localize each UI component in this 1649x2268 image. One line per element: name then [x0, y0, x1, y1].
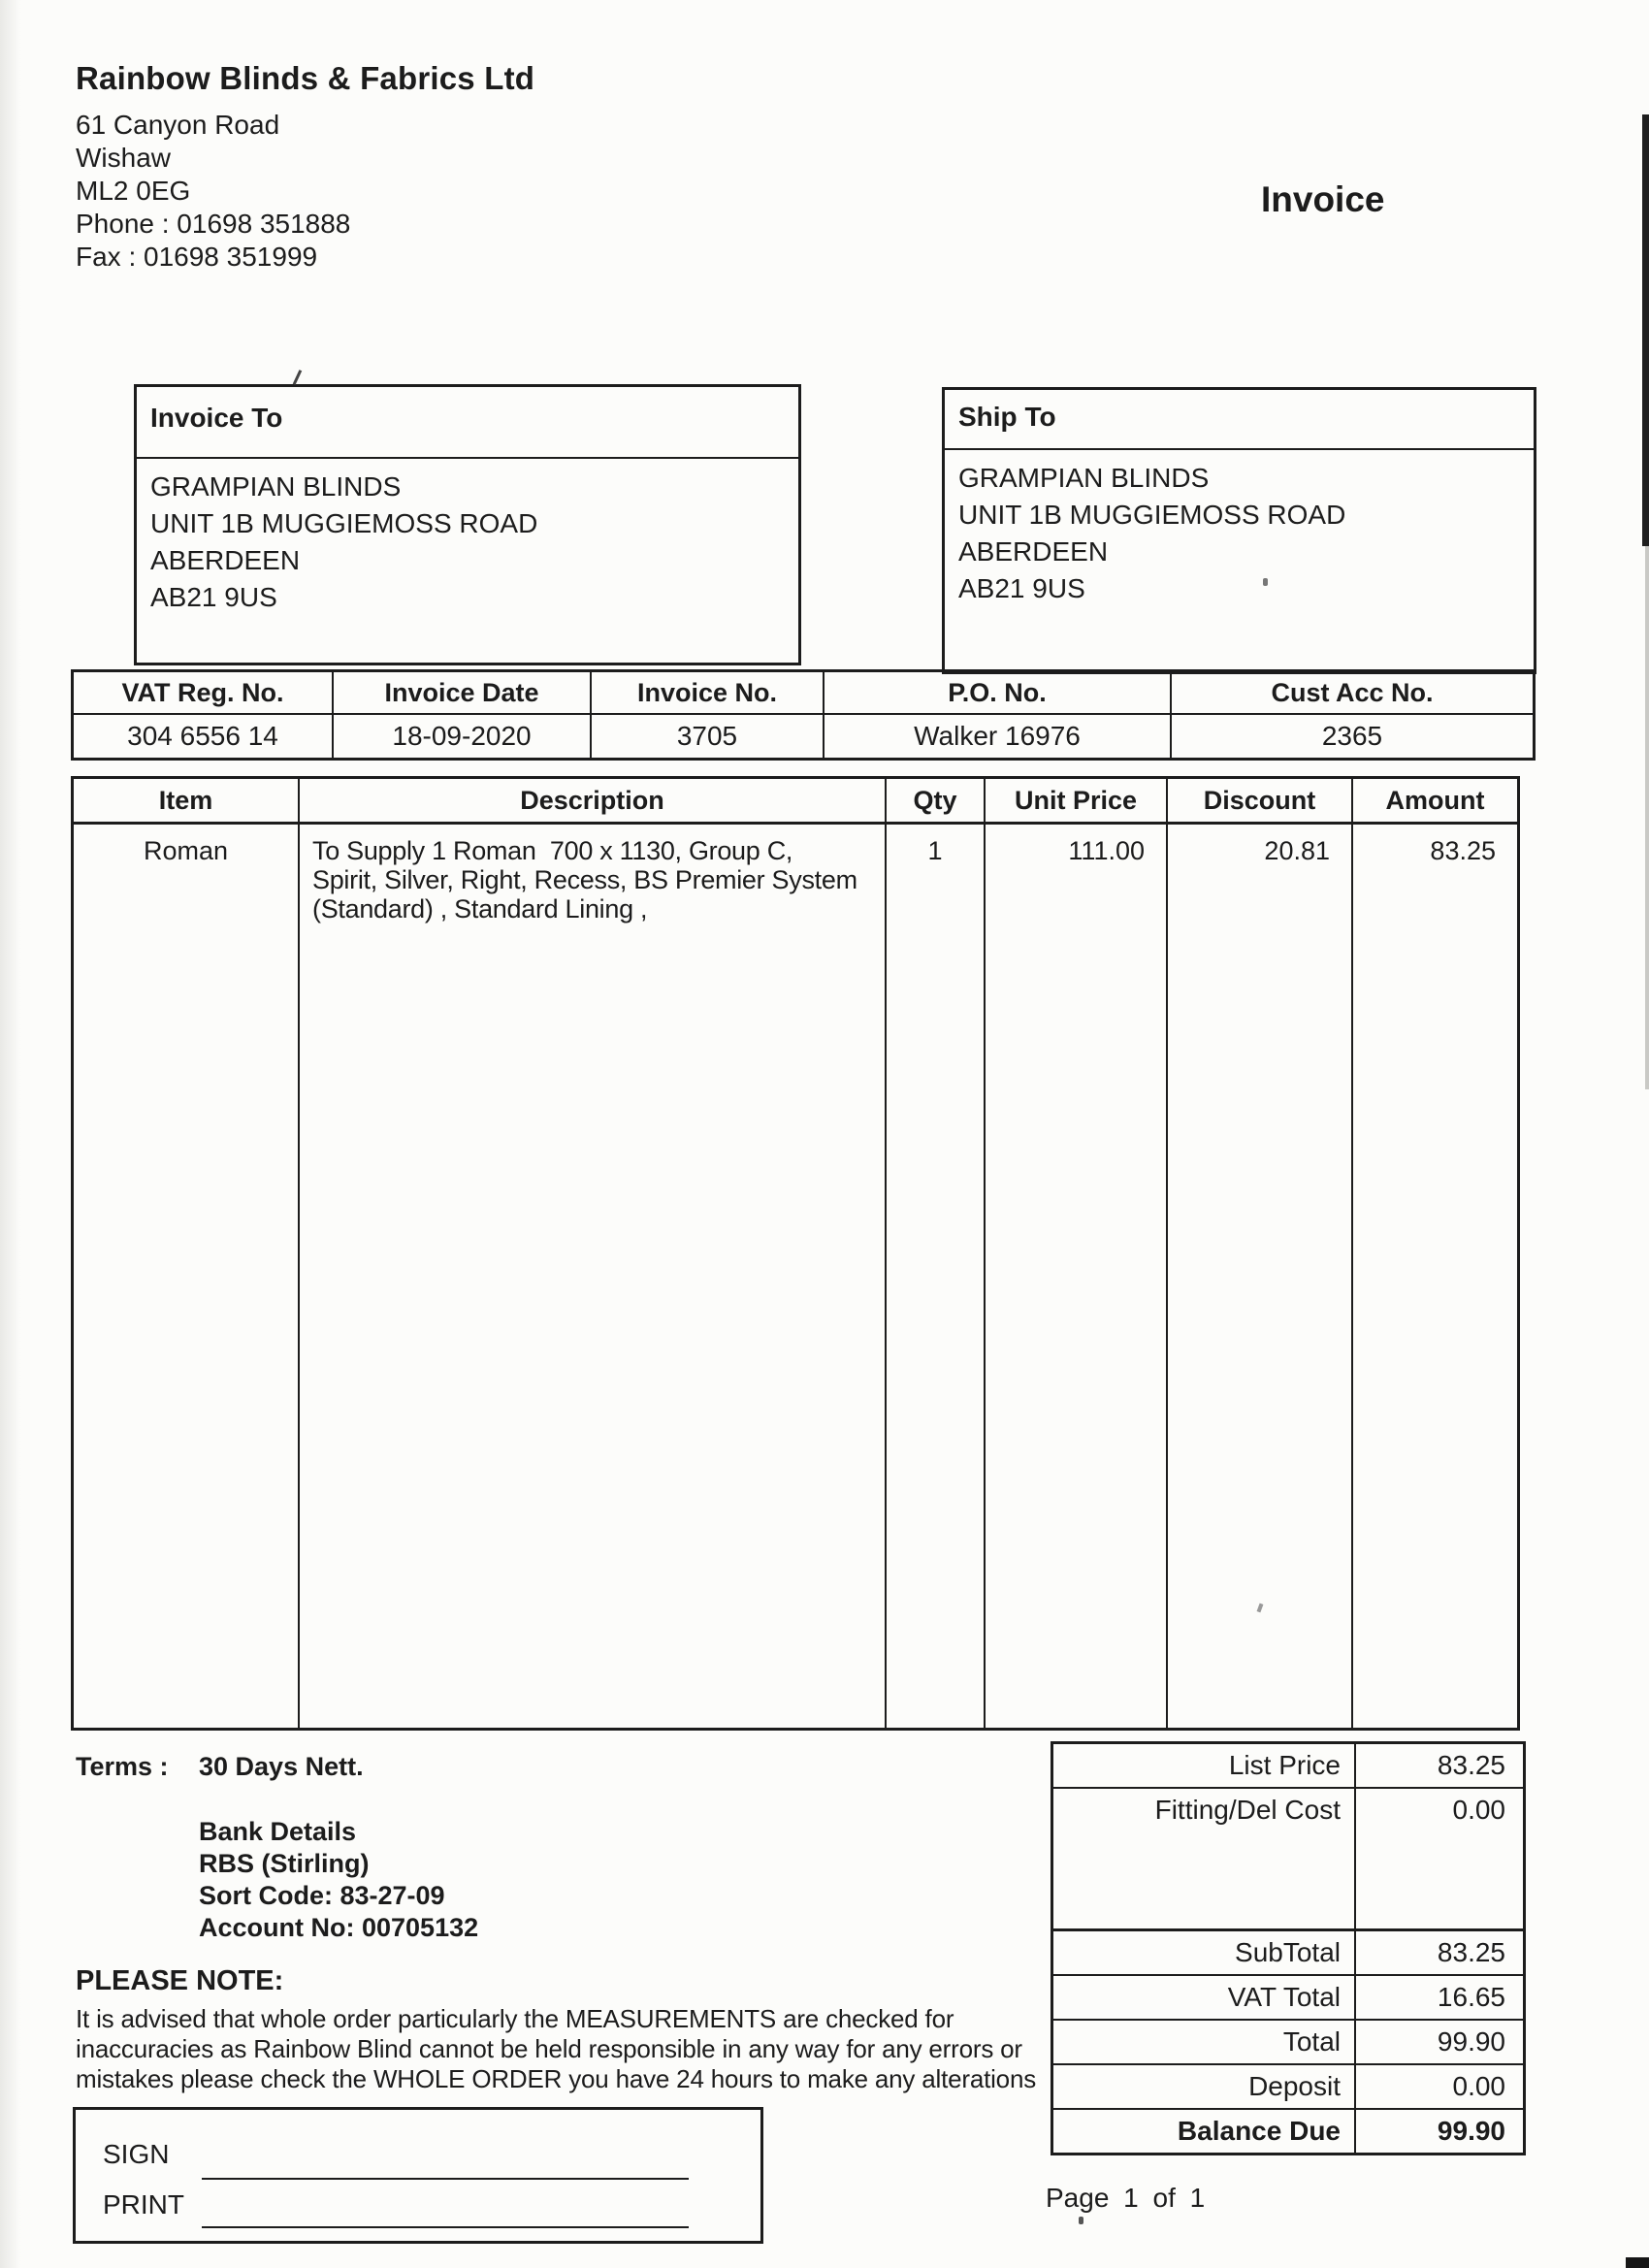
invoice-to-line: UNIT 1B MUGGIEMOSS ROAD	[150, 508, 538, 538]
item-name-cell: Roman	[74, 825, 300, 1728]
line-items-table	[71, 776, 1520, 1731]
scan-tick-artifact	[293, 370, 302, 385]
please-note-body: It is advised that whole order particularly the MEASUREMENTS are checked for inaccuracies as Rainbow Blind cannot be held responsible in any way for any errors or mistakes please check the WHOLE ORDER you have 24 hours to make any alterations	[76, 2004, 1036, 2093]
meta-value-vat: 304 6556 14	[74, 715, 334, 758]
company-fax: Fax : 01698 351999	[76, 242, 318, 272]
invoice-meta-table	[71, 669, 1536, 761]
ship-to-label: Ship To	[945, 390, 1534, 450]
invoice-to-box	[134, 384, 801, 665]
company-address-line: Wishaw	[76, 143, 172, 173]
item-description-cell	[300, 825, 887, 1728]
totals-label: List Price	[1053, 1744, 1356, 1787]
meta-value-po: Walker 16976	[824, 715, 1172, 758]
bank-details-line: Account No: 00705132	[199, 1913, 479, 1942]
company-address	[76, 109, 350, 274]
ship-to-box	[942, 387, 1536, 674]
item-amount-cell: 83.25	[1430, 836, 1496, 865]
totals-value: 83.25	[1437, 1937, 1505, 1967]
scan-edge-artifact-right	[1642, 114, 1649, 546]
items-header-unit-price: Unit Price	[986, 779, 1168, 822]
totals-value: 99.90	[1437, 2116, 1505, 2146]
bank-details-title: Bank Details	[199, 1817, 357, 1846]
invoice-to-label: Invoice To	[137, 387, 798, 459]
company-address-line: ML2 0EG	[76, 176, 191, 206]
scan-speck	[1263, 578, 1268, 586]
totals-row-balance-due	[1053, 2110, 1523, 2153]
item-unit-price-cell: 111.00	[986, 825, 1168, 1728]
meta-value-invoice-no: 3705	[592, 715, 824, 758]
scan-edge-artifact-right-light	[1645, 546, 1649, 1089]
meta-header-vat: VAT Reg. No.	[74, 672, 334, 713]
invoice-to-line: GRAMPIAN BLINDS	[150, 471, 402, 502]
totals-value: 0.00	[1452, 2071, 1505, 2101]
signature-box	[73, 2107, 763, 2244]
item-discount-cell: 20.81	[1168, 825, 1353, 1728]
totals-value: 99.90	[1437, 2026, 1505, 2057]
table-row	[74, 825, 1517, 1728]
items-header-item: Item	[74, 779, 300, 822]
item-description-line: To Supply 1 Roman 700 x 1130, Group C,	[312, 836, 793, 865]
items-header-discount: Discount	[1168, 779, 1353, 822]
document-title: Invoice	[1261, 179, 1385, 219]
please-note-title: PLEASE NOTE:	[76, 1965, 284, 1996]
ship-to-line: UNIT 1B MUGGIEMOSS ROAD	[958, 500, 1346, 530]
totals-label: Total	[1053, 2021, 1356, 2063]
totals-box	[1051, 1741, 1526, 2155]
totals-row-fitting-cost	[1053, 1789, 1523, 1930]
totals-row-list-price	[1053, 1744, 1523, 1789]
item-qty-cell: 1	[887, 825, 986, 1728]
totals-row-total	[1053, 2021, 1523, 2065]
meta-header-invoice-no: Invoice No.	[592, 672, 824, 713]
totals-label: VAT Total	[1053, 1976, 1356, 2019]
meta-header-date: Invoice Date	[334, 672, 592, 713]
meta-value-cust-acc: 2365	[1321, 721, 1383, 751]
print-label: PRINT	[103, 2189, 184, 2219]
totals-label: Balance Due	[1053, 2110, 1356, 2153]
invoice-to-line: AB21 9US	[150, 582, 277, 612]
company-name: Rainbow Blinds & Fabrics Ltd	[76, 60, 535, 96]
totals-label: SubTotal	[1053, 1931, 1356, 1974]
items-header-qty: Qty	[887, 779, 986, 822]
totals-label: Deposit	[1053, 2065, 1356, 2108]
scan-edge-shadow-left	[0, 0, 21, 2268]
meta-header-cust-acc: Cust Acc No.	[1271, 677, 1434, 707]
item-description-line: Spirit, Silver, Right, Recess, BS Premier System	[312, 865, 857, 894]
ship-to-address	[945, 450, 1534, 607]
invoice-to-address	[137, 459, 798, 616]
bank-details-line: Sort Code: 83-27-09	[199, 1881, 445, 1910]
items-header-description: Description	[300, 779, 887, 822]
sign-line	[202, 2178, 689, 2180]
company-phone: Phone : 01698 351888	[76, 209, 351, 239]
scan-speck	[1079, 2217, 1083, 2224]
meta-value-row	[74, 715, 1533, 758]
sign-label: SIGN	[103, 2139, 170, 2169]
meta-value-date: 18-09-2020	[334, 715, 592, 758]
items-header-amount: Amount	[1385, 785, 1485, 815]
company-address-line: 61 Canyon Road	[76, 110, 280, 140]
ship-to-line: ABERDEEN	[958, 536, 1109, 567]
print-line	[202, 2226, 689, 2228]
invoice-to-line: ABERDEEN	[150, 545, 301, 575]
bank-details-line: RBS (Stirling)	[199, 1849, 370, 1878]
item-description-line: (Standard) , Standard Lining ,	[312, 894, 648, 923]
page-number: Page 1 of 1	[1046, 2183, 1206, 2213]
terms-label: Terms :	[76, 1752, 169, 1781]
totals-value: 83.25	[1437, 1750, 1505, 1780]
totals-label: Fitting/Del Cost	[1053, 1789, 1356, 1928]
meta-header-po: P.O. No.	[824, 672, 1172, 713]
ship-to-line: GRAMPIAN BLINDS	[958, 463, 1210, 493]
bank-details	[199, 1816, 478, 1944]
totals-value: 16.65	[1437, 1982, 1505, 2012]
items-header-row	[74, 779, 1517, 825]
ship-to-line: AB21 9US	[958, 573, 1085, 603]
totals-row-deposit	[1053, 2065, 1523, 2110]
terms-value: 30 Days Nett.	[199, 1752, 364, 1781]
scan-corner-artifact	[1626, 2257, 1649, 2268]
totals-value: 0.00	[1452, 1795, 1505, 1825]
totals-row-subtotal	[1053, 1930, 1523, 1976]
totals-row-vat-total	[1053, 1976, 1523, 2021]
meta-header-row	[74, 672, 1533, 715]
